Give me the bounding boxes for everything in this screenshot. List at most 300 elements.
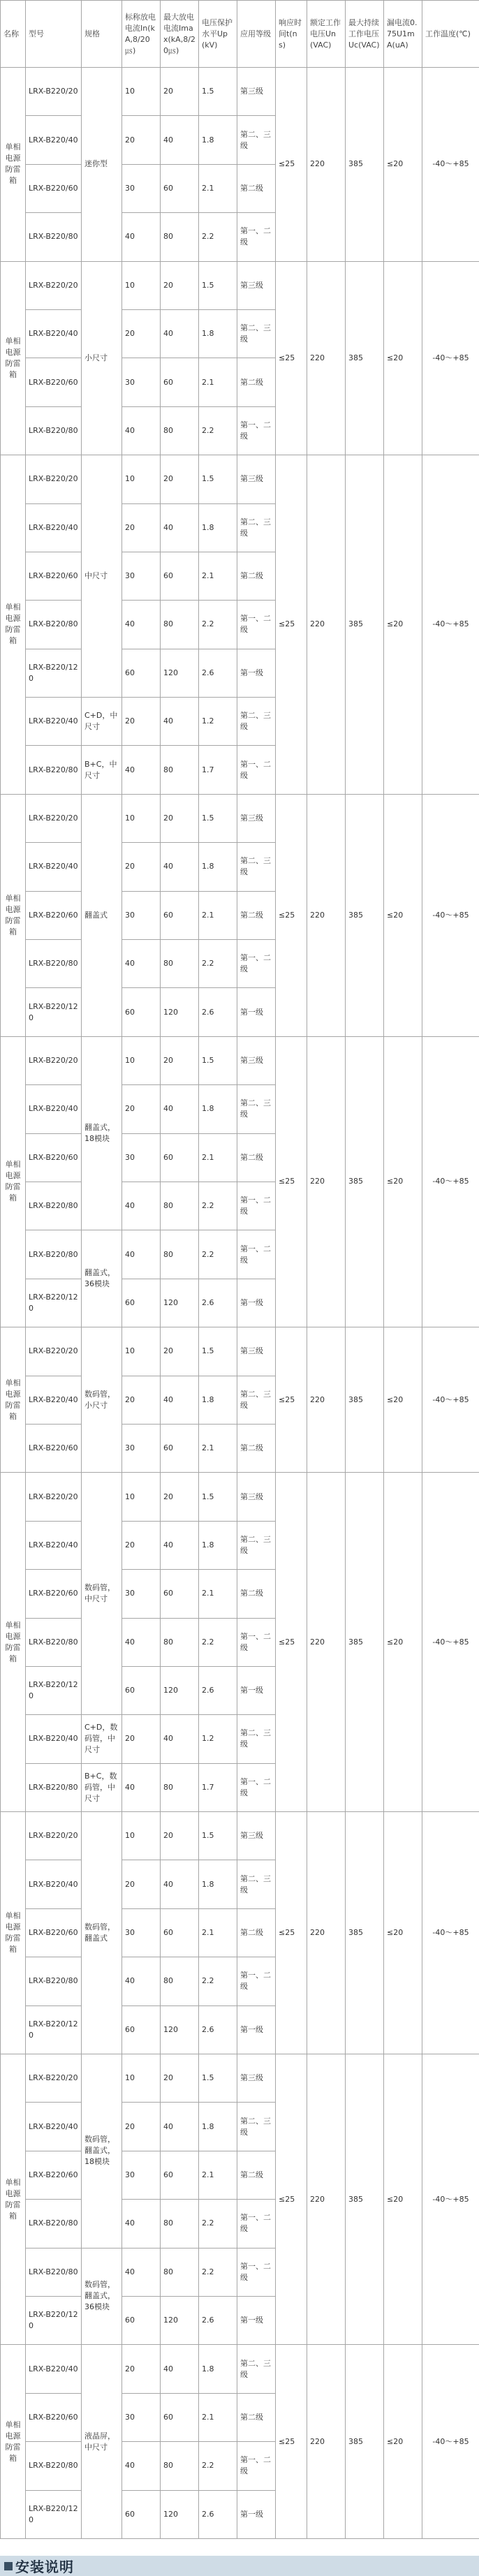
imax-cell: 40 xyxy=(161,843,199,891)
leakage-current-cell: ≤20 xyxy=(384,2054,422,2345)
imax-cell: 60 xyxy=(161,552,199,600)
model-cell: LRX-B220/60 xyxy=(26,891,82,939)
product-name-cell: 单相电源防雷箱 xyxy=(1,794,26,1036)
model-cell: LRX-B220/40 xyxy=(26,116,82,164)
spec-cell: 数码管，翻盖式 xyxy=(82,1812,122,2054)
leakage-current-cell: ≤20 xyxy=(384,261,422,455)
level-cell: 第三级 xyxy=(237,2054,276,2103)
level-cell: 第一级 xyxy=(237,2296,276,2344)
up-cell: 2.1 xyxy=(199,1570,237,1618)
spec-cell: 数码管，小尺寸 xyxy=(82,1327,122,1473)
max-voltage-cell: 385 xyxy=(346,2054,384,2345)
imax-cell: 40 xyxy=(161,698,199,746)
up-cell: 2.1 xyxy=(199,891,237,939)
response-time-cell: ≤25 xyxy=(276,1327,307,1473)
up-cell: 1.5 xyxy=(199,68,237,116)
max-voltage-cell: 385 xyxy=(346,1812,384,2054)
level-cell: 第二级 xyxy=(237,358,276,406)
up-cell: 1.5 xyxy=(199,1812,237,1860)
rated-voltage-cell: 220 xyxy=(307,68,346,262)
in-cell: 40 xyxy=(122,1230,161,1279)
in-cell: 40 xyxy=(122,746,161,794)
model-cell: LRX-B220/80 xyxy=(26,213,82,261)
max-voltage-cell: 385 xyxy=(346,1327,384,1473)
install-section-heading xyxy=(0,2556,479,2576)
in-cell: 20 xyxy=(122,503,161,552)
up-cell: 1.8 xyxy=(199,843,237,891)
level-cell: 第三级 xyxy=(237,1473,276,1521)
level-cell: 第一级 xyxy=(237,1666,276,1714)
response-time-cell: ≤25 xyxy=(276,1036,307,1327)
up-cell: 2.6 xyxy=(199,1279,237,1327)
model-cell: LRX-B220/60 xyxy=(26,1570,82,1618)
model-cell: LRX-B220/60 xyxy=(26,552,82,600)
leakage-current-cell: ≤20 xyxy=(384,1473,422,1812)
product-name-cell: 单相电源防雷箱 xyxy=(1,68,26,262)
imax-cell: 120 xyxy=(161,2005,199,2054)
product-name-cell: 单相电源防雷箱 xyxy=(1,2054,26,2345)
header-model: 型号 xyxy=(26,1,82,68)
in-cell: 20 xyxy=(122,2103,161,2151)
in-cell: 40 xyxy=(122,213,161,261)
product-name-cell: 单相电源防雷箱 xyxy=(1,2345,26,2539)
in-cell: 30 xyxy=(122,1570,161,1618)
up-cell: 2.6 xyxy=(199,2296,237,2344)
spec-cell: 数码管，中尺寸 xyxy=(82,1473,122,1715)
leakage-current-cell: ≤20 xyxy=(384,68,422,262)
level-cell: 第一、二级 xyxy=(237,601,276,649)
up-cell: 2.1 xyxy=(199,164,237,212)
max-voltage-cell: 385 xyxy=(346,68,384,262)
imax-cell: 20 xyxy=(161,794,199,842)
in-cell: 40 xyxy=(122,940,161,988)
max-voltage-cell: 385 xyxy=(346,2345,384,2539)
model-cell: LRX-B220/120 xyxy=(26,2005,82,2054)
level-cell: 第一、二级 xyxy=(237,1230,276,1279)
imax-cell: 20 xyxy=(161,1036,199,1084)
up-cell: 1.5 xyxy=(199,1473,237,1521)
response-time-cell: ≤25 xyxy=(276,1812,307,2054)
level-cell: 第一、二级 xyxy=(237,2442,276,2490)
model-cell: LRX-B220/40 xyxy=(26,1376,82,1424)
imax-cell: 60 xyxy=(161,1570,199,1618)
response-time-cell: ≤25 xyxy=(276,261,307,455)
rated-voltage-cell: 220 xyxy=(307,1327,346,1473)
model-cell: LRX-B220/80 xyxy=(26,1763,82,1811)
imax-cell: 20 xyxy=(161,455,199,503)
model-cell: LRX-B220/120 xyxy=(26,988,82,1036)
in-cell: 20 xyxy=(122,843,161,891)
header-in: 标称放电电流In(kA,8/20㎲) xyxy=(122,1,161,68)
header-uc: 最大持续工作电压Uc(VAC) xyxy=(346,1,384,68)
imax-cell: 20 xyxy=(161,68,199,116)
model-cell: LRX-B220/40 xyxy=(26,503,82,552)
spec-cell: 中尺寸 xyxy=(82,455,122,698)
product-name-cell: 单相电源防雷箱 xyxy=(1,261,26,455)
header-temp: 工作温度(℃) xyxy=(422,1,479,68)
level-cell: 第二级 xyxy=(237,164,276,212)
temperature-cell: -40～+85 xyxy=(422,455,479,795)
response-time-cell: ≤25 xyxy=(276,794,307,1036)
level-cell: 第三级 xyxy=(237,794,276,842)
model-cell: LRX-B220/60 xyxy=(26,358,82,406)
up-cell: 1.8 xyxy=(199,2345,237,2393)
imax-cell: 120 xyxy=(161,649,199,697)
model-cell: LRX-B220/60 xyxy=(26,1133,82,1182)
level-cell: 第一级 xyxy=(237,2490,276,2538)
rated-voltage-cell: 220 xyxy=(307,1036,346,1327)
level-cell: 第三级 xyxy=(237,455,276,503)
model-cell: LRX-B220/20 xyxy=(26,1473,82,1521)
imax-cell: 80 xyxy=(161,1230,199,1279)
imax-cell: 80 xyxy=(161,406,199,455)
up-cell: 2.1 xyxy=(199,2151,237,2199)
up-cell: 2.6 xyxy=(199,988,237,1036)
model-cell: LRX-B220/80 xyxy=(26,2248,82,2296)
up-cell: 1.8 xyxy=(199,1376,237,1424)
up-cell: 1.5 xyxy=(199,261,237,309)
level-cell: 第二级 xyxy=(237,552,276,600)
level-cell: 第三级 xyxy=(237,1812,276,1860)
temperature-cell: -40～+85 xyxy=(422,1327,479,1473)
rated-voltage-cell: 220 xyxy=(307,1473,346,1812)
model-cell: LRX-B220/80 xyxy=(26,406,82,455)
imax-cell: 80 xyxy=(161,1182,199,1230)
header-level: 应用等级 xyxy=(237,1,276,68)
model-cell: LRX-B220/120 xyxy=(26,2490,82,2538)
max-voltage-cell: 385 xyxy=(346,1036,384,1327)
imax-cell: 40 xyxy=(161,1085,199,1133)
in-cell: 20 xyxy=(122,698,161,746)
in-cell: 30 xyxy=(122,2151,161,2199)
level-cell: 第一、二级 xyxy=(237,1618,276,1666)
level-cell: 第一、二级 xyxy=(237,940,276,988)
table-row xyxy=(1,455,479,503)
up-cell: 2.6 xyxy=(199,1666,237,1714)
model-cell: LRX-B220/40 xyxy=(26,1085,82,1133)
imax-cell: 40 xyxy=(161,503,199,552)
table-row xyxy=(1,2345,479,2393)
up-cell: 2.1 xyxy=(199,1424,237,1472)
table-row xyxy=(1,2054,479,2103)
imax-cell: 60 xyxy=(161,891,199,939)
in-cell: 60 xyxy=(122,2296,161,2344)
rated-voltage-cell: 220 xyxy=(307,1812,346,2054)
imax-cell: 80 xyxy=(161,213,199,261)
spec-cell: 迷你型 xyxy=(82,68,122,262)
up-cell: 2.2 xyxy=(199,1182,237,1230)
product-name-cell: 单相电源防雷箱 xyxy=(1,1327,26,1473)
spec-cell: 液晶屏，中尺寸 xyxy=(82,2345,122,2539)
model-cell: LRX-B220/80 xyxy=(26,2442,82,2490)
level-cell: 第三级 xyxy=(237,261,276,309)
up-cell: 1.8 xyxy=(199,1521,237,1569)
in-cell: 30 xyxy=(122,1133,161,1182)
product-name-cell: 单相电源防雷箱 xyxy=(1,1036,26,1327)
imax-cell: 80 xyxy=(161,1957,199,2005)
level-cell: 第二级 xyxy=(237,1908,276,1957)
in-cell: 20 xyxy=(122,1860,161,1908)
level-cell: 第二、三级 xyxy=(237,1085,276,1133)
in-cell: 30 xyxy=(122,1908,161,1957)
table-row xyxy=(1,1473,479,1521)
in-cell: 20 xyxy=(122,1521,161,1569)
imax-cell: 80 xyxy=(161,1763,199,1811)
in-cell: 30 xyxy=(122,1424,161,1472)
level-cell: 第二、三级 xyxy=(237,1376,276,1424)
temperature-cell: -40～+85 xyxy=(422,68,479,262)
imax-cell: 120 xyxy=(161,988,199,1036)
in-cell: 30 xyxy=(122,2393,161,2441)
level-cell: 第二级 xyxy=(237,1424,276,1472)
up-cell: 1.8 xyxy=(199,2103,237,2151)
level-cell: 第二、三级 xyxy=(237,1715,276,1763)
level-cell: 第二级 xyxy=(237,1570,276,1618)
in-cell: 20 xyxy=(122,116,161,164)
imax-cell: 120 xyxy=(161,2296,199,2344)
in-cell: 30 xyxy=(122,891,161,939)
rated-voltage-cell: 220 xyxy=(307,794,346,1036)
spec-cell: 数码管，翻盖式，36模块 xyxy=(82,2248,122,2345)
model-cell: LRX-B220/40 xyxy=(26,1715,82,1763)
install-heading-text: 安装说明 xyxy=(15,2559,74,2575)
imax-cell: 40 xyxy=(161,1376,199,1424)
temperature-cell: -40～+85 xyxy=(422,2054,479,2345)
model-cell: LRX-B220/20 xyxy=(26,68,82,116)
level-cell: 第二、三级 xyxy=(237,698,276,746)
temperature-cell: -40～+85 xyxy=(422,1812,479,2054)
level-cell: 第二、三级 xyxy=(237,503,276,552)
leakage-current-cell: ≤20 xyxy=(384,1327,422,1473)
up-cell: 2.6 xyxy=(199,2490,237,2538)
in-cell: 60 xyxy=(122,988,161,1036)
imax-cell: 60 xyxy=(161,2393,199,2441)
imax-cell: 80 xyxy=(161,1618,199,1666)
imax-cell: 40 xyxy=(161,2103,199,2151)
in-cell: 10 xyxy=(122,2054,161,2103)
up-cell: 1.2 xyxy=(199,698,237,746)
up-cell: 1.5 xyxy=(199,455,237,503)
model-cell: LRX-B220/40 xyxy=(26,1521,82,1569)
model-cell: LRX-B220/60 xyxy=(26,2151,82,2199)
leakage-current-cell: ≤20 xyxy=(384,1812,422,2054)
temperature-cell: -40～+85 xyxy=(422,1473,479,1812)
up-cell: 1.8 xyxy=(199,503,237,552)
leakage-current-cell: ≤20 xyxy=(384,455,422,795)
level-cell: 第二、三级 xyxy=(237,309,276,358)
model-cell: LRX-B220/120 xyxy=(26,1279,82,1327)
rated-voltage-cell: 220 xyxy=(307,2054,346,2345)
up-cell: 2.2 xyxy=(199,2248,237,2296)
response-time-cell: ≤25 xyxy=(276,68,307,262)
response-time-cell: ≤25 xyxy=(276,1473,307,1812)
imax-cell: 60 xyxy=(161,1424,199,1472)
imax-cell: 20 xyxy=(161,1812,199,1860)
leakage-current-cell: ≤20 xyxy=(384,2345,422,2539)
leakage-current-cell: ≤20 xyxy=(384,1036,422,1327)
header-up: 电压保护水平Up(kV) xyxy=(199,1,237,68)
imax-cell: 40 xyxy=(161,309,199,358)
up-cell: 2.1 xyxy=(199,2393,237,2441)
level-cell: 第一、二级 xyxy=(237,1763,276,1811)
in-cell: 40 xyxy=(122,1182,161,1230)
up-cell: 1.8 xyxy=(199,1860,237,1908)
up-cell: 2.2 xyxy=(199,1618,237,1666)
level-cell: 第二级 xyxy=(237,2393,276,2441)
header-spec: 规格 xyxy=(82,1,122,68)
model-cell: LRX-B220/80 xyxy=(26,940,82,988)
table-row xyxy=(1,1812,479,1860)
imax-cell: 120 xyxy=(161,2490,199,2538)
up-cell: 1.2 xyxy=(199,1715,237,1763)
in-cell: 20 xyxy=(122,2345,161,2393)
spec-cell: B+C，中尺寸 xyxy=(82,746,122,794)
model-cell: LRX-B220/20 xyxy=(26,1036,82,1084)
model-cell: LRX-B220/40 xyxy=(26,309,82,358)
imax-cell: 80 xyxy=(161,940,199,988)
level-cell: 第三级 xyxy=(237,68,276,116)
in-cell: 30 xyxy=(122,164,161,212)
imax-cell: 60 xyxy=(161,164,199,212)
in-cell: 10 xyxy=(122,794,161,842)
product-name-cell: 单相电源防雷箱 xyxy=(1,1473,26,1812)
up-cell: 2.2 xyxy=(199,1957,237,2005)
imax-cell: 120 xyxy=(161,1279,199,1327)
model-cell: LRX-B220/20 xyxy=(26,455,82,503)
model-cell: LRX-B220/40 xyxy=(26,698,82,746)
in-cell: 30 xyxy=(122,358,161,406)
header-row xyxy=(1,1,479,68)
header-imax: 最大放电电流Imax(kA,8/20㎲) xyxy=(161,1,199,68)
table-row xyxy=(1,261,479,309)
level-cell: 第二级 xyxy=(237,891,276,939)
in-cell: 60 xyxy=(122,2005,161,2054)
imax-cell: 20 xyxy=(161,2054,199,2103)
in-cell: 60 xyxy=(122,1279,161,1327)
model-cell: LRX-B220/120 xyxy=(26,2296,82,2344)
model-cell: LRX-B220/40 xyxy=(26,1860,82,1908)
up-cell: 2.2 xyxy=(199,2200,237,2248)
imax-cell: 80 xyxy=(161,2200,199,2248)
table-row xyxy=(1,68,479,116)
in-cell: 40 xyxy=(122,406,161,455)
in-cell: 20 xyxy=(122,309,161,358)
in-cell: 30 xyxy=(122,552,161,600)
in-cell: 10 xyxy=(122,1036,161,1084)
level-cell: 第三级 xyxy=(237,1327,276,1376)
rated-voltage-cell: 220 xyxy=(307,261,346,455)
heading-square-icon xyxy=(4,2562,13,2570)
table-row xyxy=(1,1036,479,1084)
model-cell: LRX-B220/60 xyxy=(26,1908,82,1957)
model-cell: LRX-B220/20 xyxy=(26,2054,82,2103)
up-cell: 1.8 xyxy=(199,309,237,358)
max-voltage-cell: 385 xyxy=(346,794,384,1036)
rated-voltage-cell: 220 xyxy=(307,455,346,795)
up-cell: 2.2 xyxy=(199,1230,237,1279)
up-cell: 2.1 xyxy=(199,358,237,406)
model-cell: LRX-B220/60 xyxy=(26,1424,82,1472)
in-cell: 60 xyxy=(122,2490,161,2538)
imax-cell: 40 xyxy=(161,1715,199,1763)
response-time-cell: ≤25 xyxy=(276,2345,307,2539)
spec-cell: B+C，数码管，中尺寸 xyxy=(82,1763,122,1811)
up-cell: 2.2 xyxy=(199,406,237,455)
model-cell: LRX-B220/80 xyxy=(26,2200,82,2248)
in-cell: 40 xyxy=(122,601,161,649)
imax-cell: 60 xyxy=(161,2151,199,2199)
up-cell: 2.2 xyxy=(199,2442,237,2490)
level-cell: 第二级 xyxy=(237,2151,276,2199)
level-cell: 第二、三级 xyxy=(237,2345,276,2393)
rated-voltage-cell: 220 xyxy=(307,2345,346,2539)
level-cell: 第二级 xyxy=(237,1133,276,1182)
model-cell: LRX-B220/20 xyxy=(26,1327,82,1376)
model-cell: LRX-B220/20 xyxy=(26,261,82,309)
imax-cell: 40 xyxy=(161,2345,199,2393)
temperature-cell: -40～+85 xyxy=(422,1036,479,1327)
leakage-current-cell: ≤20 xyxy=(384,794,422,1036)
in-cell: 40 xyxy=(122,2248,161,2296)
in-cell: 10 xyxy=(122,1812,161,1860)
response-time-cell: ≤25 xyxy=(276,455,307,795)
up-cell: 2.2 xyxy=(199,601,237,649)
header-time: 响应时间t(ns) xyxy=(276,1,307,68)
in-cell: 40 xyxy=(122,1957,161,2005)
header-il: 漏电流0.75U1mA(uA) xyxy=(384,1,422,68)
up-cell: 1.5 xyxy=(199,794,237,842)
in-cell: 10 xyxy=(122,68,161,116)
imax-cell: 80 xyxy=(161,2442,199,2490)
model-cell: LRX-B220/80 xyxy=(26,1230,82,1279)
imax-cell: 60 xyxy=(161,1908,199,1957)
level-cell: 第一、二级 xyxy=(237,2200,276,2248)
level-cell: 第一级 xyxy=(237,2005,276,2054)
up-cell: 1.7 xyxy=(199,1763,237,1811)
imax-cell: 40 xyxy=(161,1860,199,1908)
imax-cell: 20 xyxy=(161,1473,199,1521)
level-cell: 第二、三级 xyxy=(237,843,276,891)
temperature-cell: -40～+85 xyxy=(422,2345,479,2539)
level-cell: 第一级 xyxy=(237,1279,276,1327)
level-cell: 第一、二级 xyxy=(237,1957,276,2005)
imax-cell: 60 xyxy=(161,1133,199,1182)
temperature-cell: -40～+85 xyxy=(422,794,479,1036)
in-cell: 20 xyxy=(122,1085,161,1133)
imax-cell: 80 xyxy=(161,746,199,794)
level-cell: 第二、三级 xyxy=(237,1521,276,1569)
product-name-cell: 单相电源防雷箱 xyxy=(1,455,26,795)
up-cell: 2.6 xyxy=(199,2005,237,2054)
up-cell: 2.1 xyxy=(199,552,237,600)
model-cell: LRX-B220/80 xyxy=(26,601,82,649)
imax-cell: 60 xyxy=(161,358,199,406)
spec-table-body xyxy=(1,68,479,2539)
level-cell: 第一级 xyxy=(237,988,276,1036)
max-voltage-cell: 385 xyxy=(346,1473,384,1812)
up-cell: 2.2 xyxy=(199,940,237,988)
header-un: 额定工作电压Un(VAC) xyxy=(307,1,346,68)
level-cell: 第一级 xyxy=(237,649,276,697)
spec-cell: 翻盖式，18模块 xyxy=(82,1036,122,1230)
up-cell: 2.1 xyxy=(199,1133,237,1182)
max-voltage-cell: 385 xyxy=(346,261,384,455)
header-name: 名称 xyxy=(1,1,26,68)
imax-cell: 40 xyxy=(161,1521,199,1569)
spec-cell: 数码管，翻盖式，18模块 xyxy=(82,2054,122,2249)
response-time-cell: ≤25 xyxy=(276,2054,307,2345)
up-cell: 1.8 xyxy=(199,116,237,164)
